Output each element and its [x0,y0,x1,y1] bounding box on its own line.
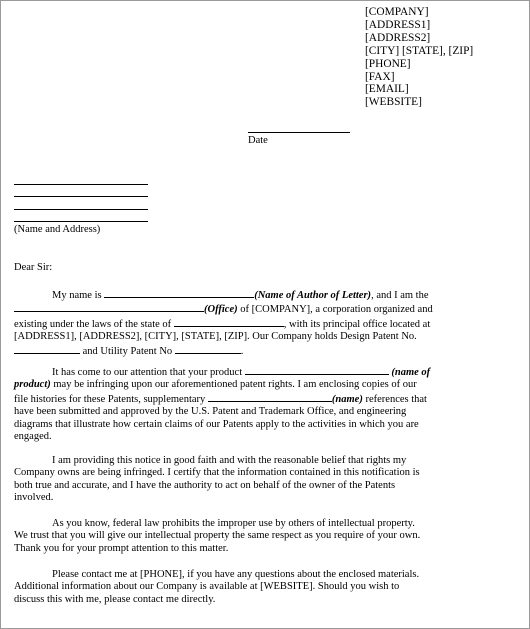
p5-text: Please contact me at [PHONE], if you have any questions about the enclosed materials. [52,569,420,580]
sender-company: [COMPANY] [365,6,429,18]
design-patent-blank [14,344,80,354]
author-name-blank [104,288,254,298]
state-blank [174,317,284,327]
date-label: Date [248,135,268,146]
p5-text: discuss this with me, please contact me directly. [14,593,216,605]
p2-text: references that [362,393,427,405]
p2-text: diagrams that illustrate how certain claims of our Patents apply to the activities in which you are [14,418,419,430]
sender-address1: [ADDRESS1] [365,18,431,31]
sender-address2: [ADDRESS2] [365,31,431,44]
office-hint: (Office) [204,304,238,316]
sender-email: [EMAIL] [365,83,409,96]
date-line [248,132,350,133]
p3-text: I am providing this notice in good faith and with the reasonable belief that rights my [52,455,407,466]
product-name-hint: (name of [391,367,431,378]
product-name-hint: product) [14,379,51,391]
office-blank [14,302,204,312]
p2-text: engaged. [14,431,52,443]
p3-text: Company owns are being infringed. I certify that the information contained in this notification is [14,467,420,479]
p1-text: existing under the laws of the state of [14,318,174,330]
p2-text: It has come to our attention that your product [52,367,245,378]
p4-text: Thank you for your prompt attention to this matter. [14,542,229,554]
p4-text: We trust that you will give our intellectual property the same respect as you require of your own. [14,530,421,542]
reference-hint: (name) [331,393,363,405]
recipient-line [14,209,148,210]
salutation: Dear Sir: [14,262,53,273]
sender-fax: [FAX] [365,70,395,83]
p5-text: Additional information about our Company is available at [WEBSITE]. Should you wish to [14,581,400,593]
p1-text: . [240,345,244,357]
recipient-label: (Name and Address) [14,224,101,235]
recipient-line [14,221,148,222]
p3-text: involved. [14,492,54,504]
paragraph-infringement [14,365,520,443]
reference-blank [208,392,332,402]
paragraph-introduction [14,288,520,358]
recipient-line [14,196,148,197]
sender-website: [WEBSITE] [365,96,422,109]
paragraph-contact [14,569,520,606]
p2-text: file histories for these Patents, supplementary [14,393,208,405]
utility-patent-blank [175,344,241,354]
product-name-blank [245,365,389,375]
paragraph-good-faith [14,455,520,505]
p1-text: My name is [52,290,105,301]
sender-block [365,6,473,109]
p2-text: may be infringing upon our aforementioned patent rights. I am enclosing copies of our [50,379,417,391]
p1-text: and Utility Patent No [80,345,175,357]
p1-text: , and I am the [371,290,429,301]
sender-city-state-zip: [CITY] [STATE], [ZIP] [365,44,474,57]
p3-text: both true and accurate, and I have the authority to act on behalf of the owner of the Patents [14,479,396,491]
author-name-hint: (Name of Author of Letter) [254,290,372,301]
p4-text: As you know, federal law prohibits the improper use by others of intellectual property. [52,518,415,529]
paragraph-federal-law [14,518,520,555]
p1-text: of [COMPANY], a corporation organized and [237,304,433,316]
p2-text: have been submitted and approved by the U.S. Patent and Trademark Office, and engineering [14,406,407,418]
sender-phone: [PHONE] [365,57,411,70]
p1-text: , with its principal office located at [283,318,431,330]
recipient-line [14,184,148,185]
p1-text: [ADDRESS1], [ADDRESS2], [CITY], [STATE], [ZIP]. Our Company holds Design Patent No. [14,331,417,343]
